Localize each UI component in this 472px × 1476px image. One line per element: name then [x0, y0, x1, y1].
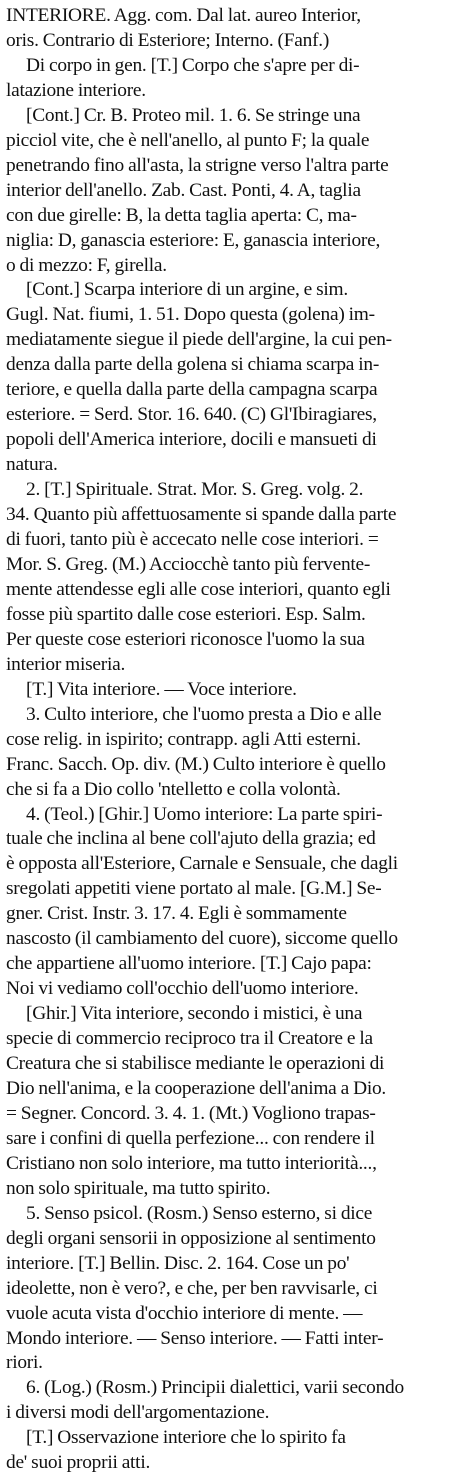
- entry-line: degli organi sensorii in opposizione al sentimento: [6, 1227, 376, 1249]
- entry-line: [Cont.] Scarpa interiore di un argine, e sim.: [26, 279, 348, 301]
- entry-line: o di mezzo: F, girella.: [6, 254, 167, 276]
- entry-line: 34. Quanto più affettuosamente si spande dalla parte: [6, 504, 397, 526]
- entry-line: 4. (Teol.) [Ghir.] Uomo interiore: La parte spiri-: [26, 803, 383, 825]
- entry-line: niglia: D, ganascia esteriore: E, ganascia interiore,: [6, 229, 381, 251]
- entry-line: sregolati appetiti viene portato al male. [G.M.] Se-: [6, 878, 382, 900]
- entry-line: è opposta all'Esteriore, Carnale e Sensuale, che dagli: [6, 853, 398, 875]
- entry-line: fosse più spartito dalle cose esteriori. Esp. Salm.: [6, 603, 366, 625]
- entry-line: Mondo interiore. — Senso interiore. — Fatti inter-: [6, 1327, 384, 1349]
- entry-line: con due girelle: B, la detta taglia aperta: C, ma-: [6, 204, 357, 226]
- entry-line: [T.] Osservazione interiore che lo spirito fa: [26, 1427, 346, 1449]
- entry-line: latazione interiore.: [6, 79, 146, 101]
- entry-line: tuale che inclina al bene coll'ajuto della grazia; ed: [6, 828, 376, 850]
- entry-line: INTERIORE. Agg. com. Dal lat. aureo Interior,: [6, 5, 361, 26]
- entry-line: 5. Senso psicol. (Rosm.) Senso esterno, si dice: [26, 1202, 373, 1224]
- entry-line: interior miseria.: [6, 653, 126, 675]
- entry-line: oris. Contrario di Esteriore; Interno. (Fanf.): [6, 29, 330, 51]
- entry-line: teriore, e quella dalla parte della campagna scarpa: [6, 379, 378, 401]
- entry-line: [Cont.] Cr. B. Proteo mil. 1. 6. Se stringe una: [26, 104, 361, 126]
- entry-line: = Segner. Concord. 3. 4. 1. (Mt.) Vogliono trapas-: [6, 1102, 376, 1124]
- entry-line: sare i confini di quella perfezione... con rendere il: [6, 1127, 375, 1149]
- entry-line: che appartiene all'uomo interiore. [T.] Cajo papa:: [6, 953, 372, 975]
- entry-line: [Ghir.] Vita interiore, secondo i mistici, è una: [26, 1003, 363, 1025]
- entry-line: che si fa a Dio collo 'ntelletto e colla volontà.: [6, 778, 341, 800]
- entry-line: Mor. S. Greg. (M.) Acciocchè tanto più fervente-: [6, 553, 371, 575]
- entry-line: esteriore. = Serd. Stor. 16. 640. (C) Gl'Ibiragiares,: [6, 404, 377, 426]
- entry-line: [T.] Vita interiore. — Voce interiore.: [26, 678, 297, 700]
- entry-line: non solo spirituale, ma tutto spirito.: [6, 1177, 271, 1199]
- entry-line: Di corpo in gen. [T.] Corpo che s'apre per di-: [26, 54, 360, 76]
- entry-line: ideolette, non è vero?, e che, per ben ravvisarle, ci: [6, 1277, 378, 1299]
- entry-line: specie di commercio reciproco tra il Creatore e la: [6, 1028, 373, 1050]
- entry-line: gner. Crist. Instr. 3. 17. 4. Egli è sommamente: [6, 903, 347, 925]
- entry-line: vuole acuta vista d'occhio interiore di mente. —: [6, 1302, 363, 1324]
- entry-line: de' suoi proprii atti.: [6, 1452, 151, 1474]
- entry-line: di fuori, tanto più è accecato nelle cose interiori. =: [6, 529, 379, 551]
- entry-line: Per queste cose esteriori riconosce l'uomo la sua: [6, 628, 365, 650]
- entry-line: i diversi modi dell'argomentazione.: [6, 1402, 270, 1424]
- entry-line: 2. [T.] Spirituale. Strat. Mor. S. Greg. volg. 2.: [26, 479, 364, 501]
- entry-line: Cristiano non solo interiore, ma tutto interiorità...,: [6, 1152, 377, 1174]
- entry-line: interior dell'anello. Zab. Cast. Ponti, 4. A, taglia: [6, 179, 361, 201]
- entry-line: riori.: [6, 1352, 43, 1374]
- entry-line: Dio nell'anima, e la cooperazione dell'anima a Dio.: [6, 1077, 387, 1099]
- entry-line: Franc. Sacch. Op. div. (M.) Culto interiore è quello: [6, 753, 386, 775]
- entry-line: mediatamente siegue il piede dell'argine, la cui pen-: [6, 329, 392, 351]
- entry-line: Noi vi vediamo coll'occhio dell'uomo interiore.: [6, 978, 359, 1000]
- entry-line: picciol vite, che è nell'anello, al punto F; la quale: [6, 129, 370, 151]
- entry-line: penetrando fino all'asta, la strigne verso l'altra parte: [6, 154, 389, 176]
- entry-line: denza dalla parte della golena si chiama scarpa in-: [6, 354, 380, 376]
- entry-line: cose relig. in ispirito; contrapp. agli Atti esterni.: [6, 728, 361, 750]
- entry-line: mente attendesse egli alle cose interiori, quanto egli: [6, 578, 391, 600]
- entry-line: 3. Culto interiore, che l'uomo presta a Dio e alle: [26, 703, 382, 725]
- entry-line: natura.: [6, 454, 58, 476]
- entry-line: 6. (Log.) (Rosm.) Principii dialettici, varii secondo: [26, 1377, 404, 1399]
- entry-line: popoli dell'America interiore, docili e mansueti di: [6, 429, 377, 451]
- entry-line: nascosto (il cambiamento del cuore), siccome quello: [6, 928, 398, 950]
- dictionary-entry-interiore: [6, 4, 462, 1476]
- entry-line: Creatura che si stabilisce mediante le operazioni di: [6, 1053, 385, 1075]
- entry-line: Gugl. Nat. fiumi, 1. 51. Dopo questa (golena) im-: [6, 304, 375, 326]
- entry-line: interiore. [T.] Bellin. Disc. 2. 164. Cose un po': [6, 1252, 350, 1274]
